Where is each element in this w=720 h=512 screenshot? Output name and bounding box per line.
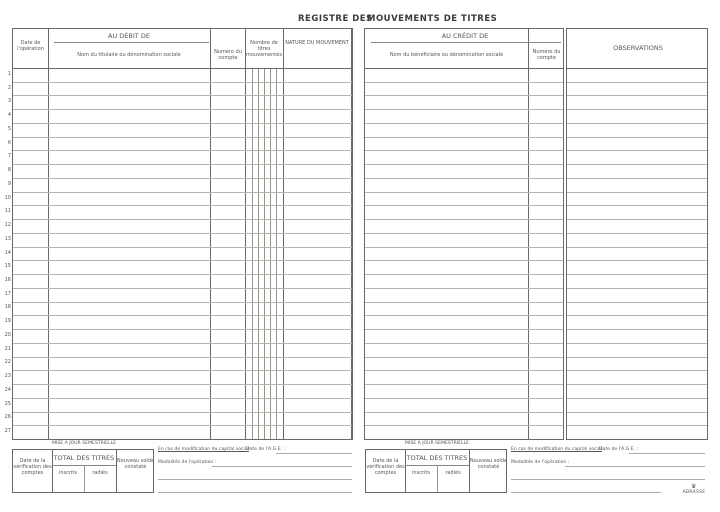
debit-section-header: AU DÉBIT DE (108, 32, 150, 40)
row-rule (567, 164, 707, 165)
row-rule (365, 384, 563, 385)
row-rule (13, 164, 352, 165)
row-rule (13, 82, 352, 83)
row-rule (365, 205, 563, 206)
row-rule (365, 412, 563, 413)
brand-logo (677, 484, 711, 495)
cancelled-header-left: radiés (92, 470, 108, 476)
row-rule (365, 178, 563, 179)
row-rule (13, 329, 352, 330)
row-rule (567, 82, 707, 83)
row-rule (567, 205, 707, 206)
row-rule (567, 150, 707, 151)
capital-change-label-right: En cas de modification du capital social (511, 447, 602, 452)
row-rule (567, 178, 707, 179)
total-titles-header-right: TOTAL DES TITRES (406, 454, 468, 462)
row-rule (365, 425, 563, 426)
row-number: 11 (4, 208, 11, 215)
debit-table (12, 28, 353, 440)
credit-name-header: Nom du bénéficiaire ou dénomination sociale (389, 52, 504, 58)
row-number: 20 (4, 331, 11, 338)
row-rule (567, 315, 707, 316)
row-rule (567, 233, 707, 234)
row-rule (567, 288, 707, 289)
row-rule (13, 137, 352, 138)
row-number: 2 (7, 84, 11, 91)
row-number: 6 (7, 139, 11, 146)
row-rule (567, 95, 707, 96)
row-number: 16 (4, 276, 11, 283)
row-number: 21 (4, 345, 11, 352)
row-number: 26 (4, 414, 11, 421)
row-rule (13, 384, 352, 385)
observations-header: OBSERVATIONS (613, 44, 663, 52)
row-number: 24 (4, 386, 11, 393)
row-rule (13, 205, 352, 206)
row-number: 19 (4, 318, 11, 325)
row-rule (13, 109, 352, 110)
semester-update-label-left: MISE A JOUR SEMESTRIELLE (52, 441, 117, 446)
row-number: 14 (4, 249, 11, 256)
crown-icon: ♛ (691, 483, 697, 490)
row-rule (567, 219, 707, 220)
registered-header-right: inscrits (412, 470, 430, 476)
row-rule (13, 288, 352, 289)
new-balance-header-left: Nouveau solde constaté (116, 458, 155, 470)
row-rule (365, 95, 563, 96)
age-date-label-right: Date de l'A.G.E. : (599, 447, 639, 452)
row-rule (365, 274, 563, 275)
title-left: REGISTRE DES (298, 14, 373, 24)
verification-date-header-left: Date de la vérification des comptes (13, 458, 52, 476)
row-rule (365, 82, 563, 83)
row-rule (365, 357, 563, 358)
row-rule (365, 123, 563, 124)
row-rule (13, 150, 352, 151)
semester-box-right (365, 449, 507, 493)
row-rule (365, 192, 563, 193)
row-rule (567, 370, 707, 371)
row-rule (13, 95, 352, 96)
row-number: 23 (4, 373, 11, 380)
debit-account-header: Numéro du compte (214, 49, 242, 61)
new-balance-header-right: Nouveau solde constaté (469, 458, 508, 470)
row-rule (567, 384, 707, 385)
row-number: 8 (7, 167, 11, 174)
row-rule (567, 425, 707, 426)
row-rule (365, 370, 563, 371)
row-number: 13 (4, 235, 11, 242)
debit-name-header: Nom du titulaire ou dénomination sociale (77, 52, 181, 58)
row-number: 12 (4, 222, 11, 229)
registered-header-left: inscrits (59, 470, 77, 476)
row-rule (567, 274, 707, 275)
total-titles-header-left: TOTAL DES TITRES (53, 454, 115, 462)
row-rule (365, 137, 563, 138)
row-rule (567, 412, 707, 413)
row-number: 17 (4, 290, 11, 297)
row-rule (567, 357, 707, 358)
row-rule (365, 398, 563, 399)
row-number: 4 (7, 112, 11, 119)
quantity-header: Nombre de titres mouvementés (246, 40, 282, 58)
row-number: 25 (4, 400, 11, 407)
credit-table (364, 28, 564, 440)
row-number: 10 (4, 194, 11, 201)
row-rule (567, 109, 707, 110)
row-rule (567, 192, 707, 193)
row-rule (13, 370, 352, 371)
row-rule (365, 247, 563, 248)
semester-update-label-right: MISE A JOUR SEMESTRIELLE (405, 441, 470, 446)
row-rule (13, 219, 352, 220)
modalities-label-left: Modalités de l'opération : (158, 460, 217, 465)
row-rule (365, 219, 563, 220)
row-rule (365, 302, 563, 303)
row-rule (13, 425, 352, 426)
date-operation-header: Date de l'opération (17, 40, 44, 52)
row-rule (13, 274, 352, 275)
row-rule (13, 343, 352, 344)
modalities-label-right: Modalités de l'opération : (511, 460, 570, 465)
row-rule (365, 109, 563, 110)
title-right: MOUVEMENTS DE TITRES (367, 14, 498, 24)
row-rule (365, 233, 563, 234)
verification-date-header-right: Date de la vérification des comptes (366, 458, 405, 476)
row-number: 27 (4, 428, 11, 435)
row-number: 1 (7, 70, 11, 77)
row-rule (567, 137, 707, 138)
row-rule (13, 192, 352, 193)
row-rule (13, 412, 352, 413)
cancelled-header-right: radiés (445, 470, 461, 476)
row-rule (13, 357, 352, 358)
row-rule (567, 398, 707, 399)
age-date-label-left: Date de l'A.G.E. : (246, 447, 286, 452)
row-rule (567, 123, 707, 124)
row-rule (13, 302, 352, 303)
row-number: 5 (7, 125, 11, 132)
row-number: 22 (4, 359, 11, 366)
credit-account-header: Numéro du compte (532, 49, 561, 61)
row-rule (567, 260, 707, 261)
semester-box-left (12, 449, 154, 493)
row-rule (365, 343, 563, 344)
row-number: 15 (4, 263, 11, 270)
row-rule (13, 315, 352, 316)
capital-change-label-left: En cas de modification du capital social (158, 447, 249, 452)
credit-section-header: AU CRÉDIT DE (441, 32, 489, 40)
row-rule (567, 247, 707, 248)
row-number: 18 (4, 304, 11, 311)
row-rule (13, 233, 352, 234)
row-rule (365, 315, 563, 316)
observations-table (566, 28, 708, 440)
row-rule (567, 302, 707, 303)
row-rule (365, 260, 563, 261)
row-rule (13, 178, 352, 179)
row-rule (365, 150, 563, 151)
row-rule (13, 247, 352, 248)
row-number: 3 (7, 98, 11, 105)
row-rule (567, 329, 707, 330)
row-rule (365, 329, 563, 330)
nature-header: NATURE DU MOUVEMENT (285, 40, 349, 46)
row-number: 7 (7, 153, 11, 160)
row-number: 9 (7, 180, 11, 187)
row-rule (13, 398, 352, 399)
row-rule (13, 260, 352, 261)
brand-logo-text: ABRASSE (682, 490, 706, 495)
row-rule (567, 343, 707, 344)
row-rule (365, 288, 563, 289)
row-rule (13, 123, 352, 124)
row-rule (365, 164, 563, 165)
